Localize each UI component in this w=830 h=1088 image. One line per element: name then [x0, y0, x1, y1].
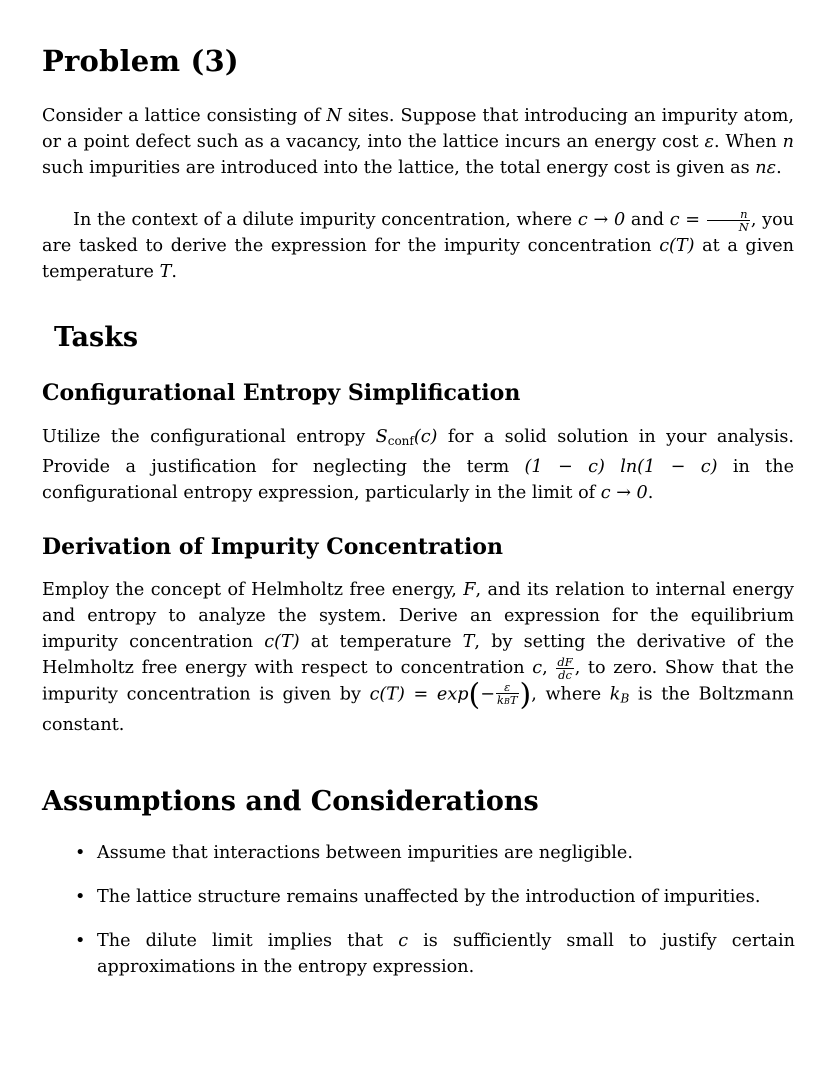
text: . — [776, 158, 782, 178]
section-heading-entropy: Configurational Entropy Simplification — [42, 380, 521, 406]
text: in the configurational entropy expression, particularly in the limit of — [42, 457, 794, 503]
list-item-text: is sufficiently small to justify certain approximations in the entropy expression. — [97, 931, 795, 977]
math-T: T — [159, 262, 172, 282]
math-k: k — [609, 684, 621, 705]
list-item-text: Assume that interactions between impurities are negligible. — [97, 843, 633, 863]
text: at temperature — [299, 632, 463, 652]
text: , where — [531, 684, 610, 705]
text: for a solid solution in your analysis. Provide a justification for neglecting the term — [42, 427, 794, 477]
text: . — [171, 262, 177, 282]
text: Consider a lattice consisting of — [42, 106, 327, 126]
math-result-lhs: c(T) = exp — [369, 684, 469, 705]
math-minus: − — [480, 684, 495, 705]
tasks-heading: Tasks — [54, 322, 139, 353]
math-n-epsilon: nε — [755, 158, 777, 178]
math-paren-close: ) — [519, 677, 532, 713]
list-item — [75, 928, 795, 980]
bullet-icon: • — [75, 887, 86, 907]
math-c-to-zero: c → 0 — [577, 210, 626, 230]
list-item-text: The lattice structure remains unaffected by the introduction of impurities. — [97, 887, 761, 907]
math-c-of-T: c(T) — [264, 632, 300, 652]
fraction-denominator: dc — [558, 667, 572, 682]
math-S: S — [375, 427, 388, 447]
fraction-numerator: dF — [557, 654, 573, 669]
text: , you are tasked to derive the expression for the impurity concentration — [42, 210, 794, 256]
math-c-equals: c = — [669, 210, 706, 230]
math-T: T — [462, 632, 475, 652]
entropy-paragraph — [42, 424, 794, 506]
bullet-icon: • — [75, 843, 86, 863]
problem-title: Problem (3) — [42, 44, 239, 78]
math-c: c — [532, 658, 543, 678]
text: . — [647, 483, 654, 503]
fraction-eps-over-kBT — [496, 681, 519, 708]
text: Employ the concept of Helmholtz free energy, — [42, 580, 464, 600]
math-F: F — [463, 580, 476, 600]
bullet-icon: • — [75, 931, 86, 951]
math-k: k — [497, 693, 504, 707]
text: , to zero. Show that the impurity concentration is given by — [42, 658, 795, 705]
list-item — [75, 884, 795, 910]
math-n: n — [782, 132, 794, 152]
math-epsilon: ε — [704, 132, 714, 152]
math-argument: (c) — [413, 427, 438, 447]
math-c: c — [398, 931, 409, 951]
assumptions-heading: Assumptions and Considerations — [42, 786, 539, 817]
text: , — [542, 658, 556, 678]
fraction-n-over-N — [707, 208, 750, 233]
text: , by setting the derivative of the Helmholtz free energy with respect to concentration — [42, 632, 794, 678]
math-T: T — [509, 693, 518, 707]
text: at a given temperature — [42, 236, 794, 282]
math-c-of-T: c(T) — [659, 236, 695, 256]
section-heading-derivation: Derivation of Impurity Concentration — [42, 534, 503, 560]
list-item-text: The dilute limit implies that — [97, 931, 399, 951]
text: and — [625, 210, 670, 230]
text: In the context of a dilute impurity concentration, where — [73, 210, 578, 230]
math-subscript-B: B — [620, 691, 630, 706]
text: . When — [713, 132, 783, 152]
intro-paragraph-1 — [42, 103, 794, 181]
intro-paragraph-2 — [42, 207, 794, 285]
math-subscript-conf: conf — [387, 434, 414, 448]
text: Utilize the configurational entropy — [42, 427, 376, 447]
math-N: N — [326, 106, 342, 126]
derivation-paragraph — [42, 577, 794, 738]
math-subscript-B: B — [503, 697, 510, 706]
list-item — [75, 840, 795, 866]
fraction-dF-dc — [556, 656, 573, 681]
math-neglected-term: (1 − c) ln(1 − c) — [524, 457, 718, 477]
fraction-numerator: n — [707, 208, 750, 221]
fraction-numerator: ε — [496, 681, 519, 694]
fraction-denominator — [496, 694, 519, 708]
math-limit: c → 0 — [600, 483, 648, 503]
text: , and its relation to internal energy and entropy to analyze the system. Derive an expression for the equilibrium impurity concentration — [42, 580, 794, 652]
math-paren-open: ( — [468, 677, 481, 713]
text: sites. Suppose that introducing an impurity atom, or a point defect such as a vacancy, into the lattice incurs an energy cost — [42, 106, 794, 152]
text: such impurities are introduced into the lattice, the total energy cost is given as — [42, 158, 756, 178]
fraction-denominator: N — [738, 219, 749, 234]
assumptions-list — [75, 840, 795, 998]
text: is the Boltzmann constant. — [42, 684, 794, 735]
